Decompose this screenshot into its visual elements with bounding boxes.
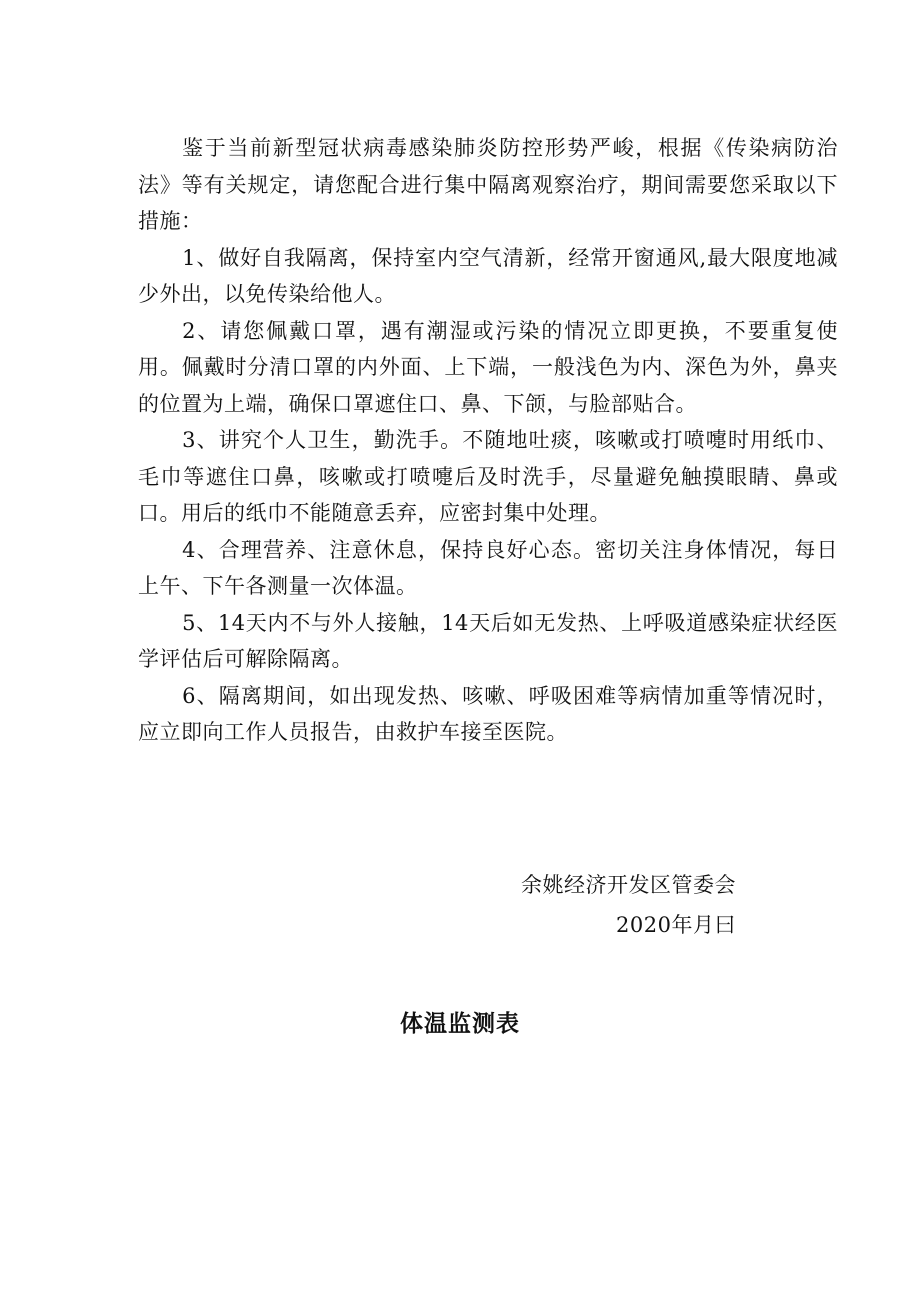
signature-block — [521, 865, 736, 945]
measure-5-paragraph: 5、14天内不与外人接触，14天后如无发热、上呼吸道感染症状经医学评估后可解除隔离。 — [138, 610, 838, 671]
signature-organization: 余姚经济开发区管委会 — [521, 873, 736, 897]
measure-1-paragraph: 1、做好自我隔离，保持室内空气清新，经常开窗通风,最大限度地减少外出，以免传染给他人。 — [138, 245, 838, 306]
measure-4-paragraph: 4、合理营养、注意休息，保持良好心态。密切关注身体情况，每日上午、下午各测量一次体温。 — [138, 537, 838, 598]
notice-body — [138, 130, 838, 751]
measure-3-paragraph: 3、讲究个人卫生，勤洗手。不随地吐痰，咳嗽或打喷嚏时用纸巾、毛巾等遮住口鼻，咳嗽或打喷嚏后及时洗手，尽量避免触摸眼睛、鼻或口。用后的纸巾不能随意丢弃，应密封集中处理。 — [138, 428, 838, 525]
measure-6-paragraph: 6、隔离期间，如出现发热、咳嗽、呼吸困难等病情加重等情况时，应立即向工作人员报告，由救护车接至医院。 — [138, 683, 838, 744]
intro-paragraph: 鉴于当前新型冠状病毒感染肺炎防控形势严峻，根据《传染病防治法》等有关规定，请您配合进行集中隔离观察治疗，期间需要您采取以下措施： — [138, 136, 838, 233]
temperature-table-title: 体温监测表 — [400, 1011, 520, 1037]
signature-date: 2020年月曰 — [616, 913, 736, 937]
measure-2-paragraph: 2、请您佩戴口罩，遇有潮湿或污染的情况立即更换，不要重复使用。佩戴时分清口罩的内外面、上下端，一般浅色为内、深色为外，鼻夹的位置为上端，确保口罩遮住口、鼻、下颌，与脸部贴合。 — [138, 318, 838, 416]
